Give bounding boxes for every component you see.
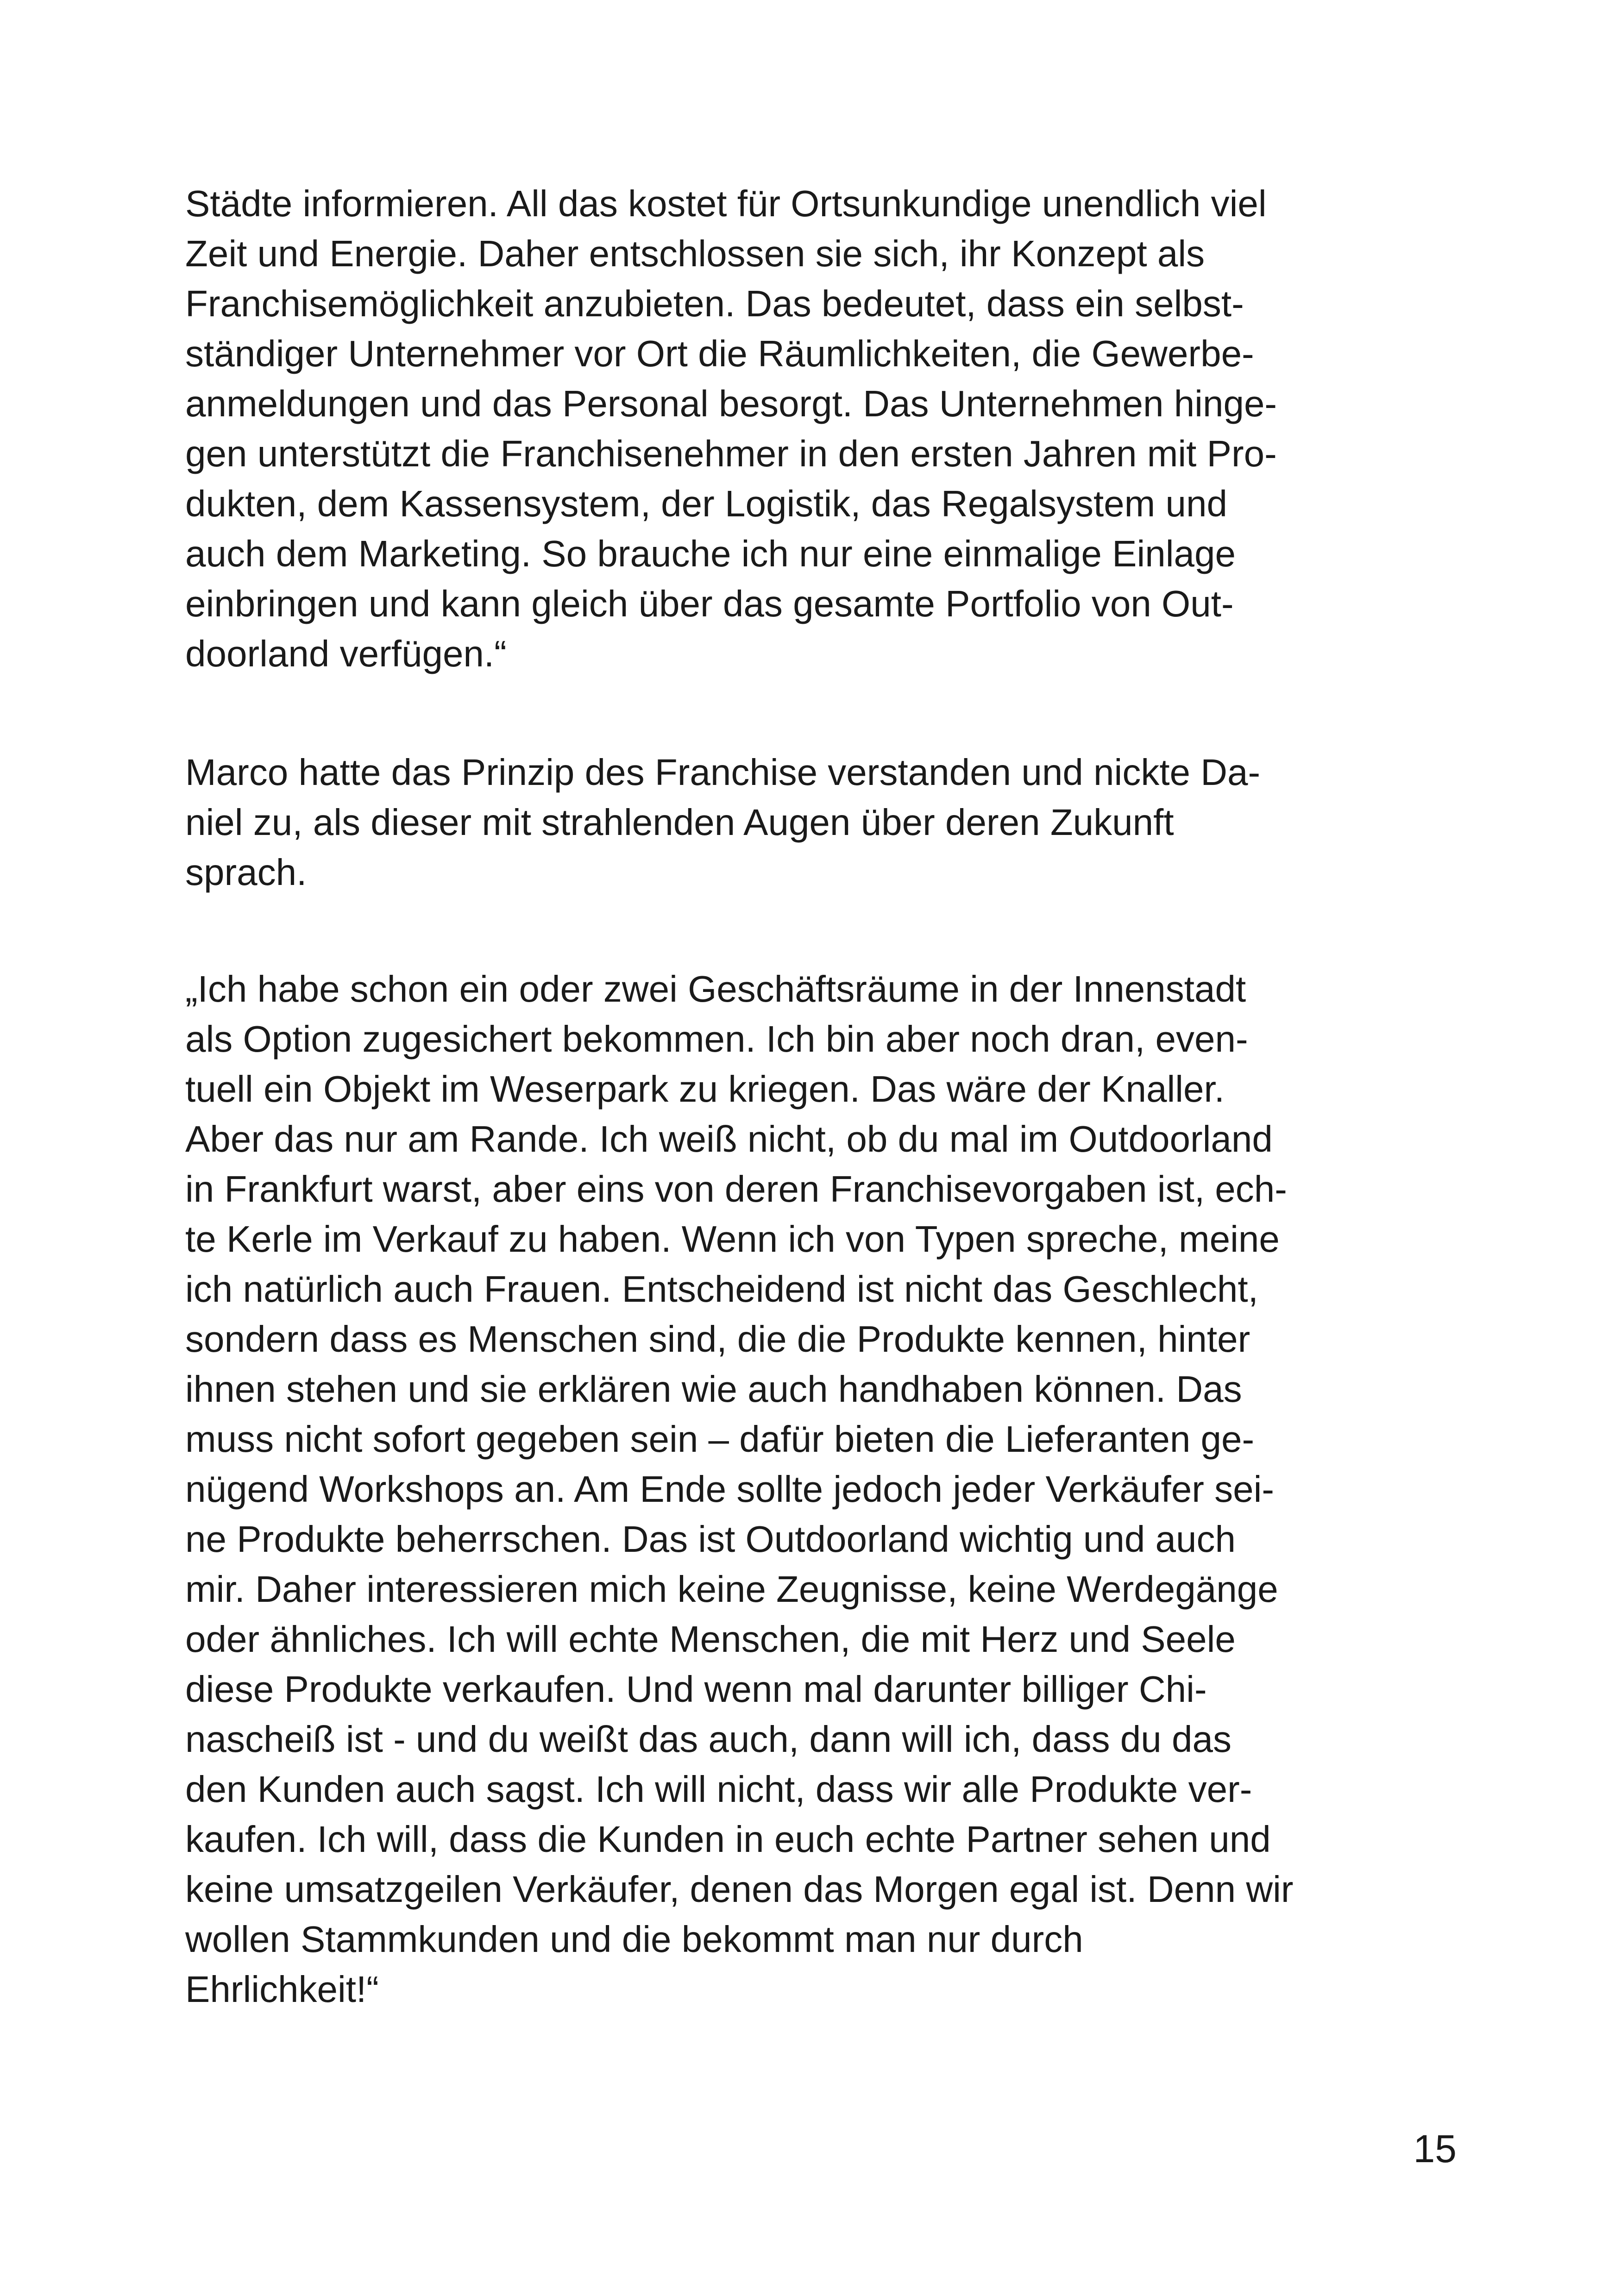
text-line: Ehrlichkeit!“	[185, 1969, 379, 2010]
text-line: den Kunden auch sagst. Ich will nicht, dass wir alle Produkte ver-	[185, 1769, 1252, 1810]
text-line: Städte informieren. All das kostet für Ortsunkundige unendlich viel	[185, 183, 1267, 224]
text-line: Franchisemöglichkeit anzubieten. Das bedeutet, dass ein selbst-	[185, 283, 1244, 324]
text-line: ich natürlich auch Frauen. Entscheidend ist nicht das Geschlecht,	[185, 1268, 1258, 1310]
text-line: Zeit und Energie. Daher entschlossen sie sich, ihr Konzept als	[185, 233, 1205, 274]
paragraph-1	[185, 179, 1459, 679]
text-line: tuell ein Objekt im Weserpark zu kriegen. Das wäre der Knaller.	[185, 1068, 1225, 1110]
text-line: muss nicht sofort gegeben sein – dafür bieten die Lieferanten ge-	[185, 1418, 1255, 1460]
text-line: niel zu, als dieser mit strahlenden Augen über deren Zukunft	[185, 802, 1174, 843]
text-line: te Kerle im Verkauf zu haben. Wenn ich von Typen spreche, meine	[185, 1218, 1280, 1260]
text-line: als Option zugesichert bekommen. Ich bin aber noch dran, even-	[185, 1018, 1248, 1060]
text-line: keine umsatzgeilen Verkäufer, denen das Morgen egal ist. Denn wir	[185, 1869, 1294, 1910]
text-line: ihnen stehen und sie erklären wie auch handhaben können. Das	[185, 1368, 1242, 1410]
text-line: Aber das nur am Rande. Ich weiß nicht, ob du mal im Outdoorland	[185, 1118, 1273, 1160]
text-line: diese Produkte verkaufen. Und wenn mal darunter billiger Chi-	[185, 1669, 1207, 1710]
text-line: gen unterstützt die Franchisenehmer in den ersten Jahren mit Pro-	[185, 433, 1277, 474]
text-line: oder ähnliches. Ich will echte Menschen, die mit Herz und Seele	[185, 1618, 1236, 1660]
text-line: nascheiß ist - und du weißt das auch, dann will ich, dass du das	[185, 1719, 1231, 1760]
text-line: doorland verfügen.“	[185, 633, 507, 674]
text-line: sprach.	[185, 852, 307, 893]
text-line: in Frankfurt warst, aber eins von deren Franchisevorgaben ist, ech-	[185, 1168, 1287, 1210]
text-line: nügend Workshops an. Am Ende sollte jedoch jeder Verkäufer sei-	[185, 1468, 1275, 1510]
text-line: ne Produkte beherrschen. Das ist Outdoorland wichtig und auch	[185, 1518, 1236, 1560]
text-line: kaufen. Ich will, dass die Kunden in euch echte Partner sehen und	[185, 1819, 1271, 1860]
text-line: sondern dass es Menschen sind, die die Produkte kennen, hinter	[185, 1318, 1250, 1360]
text-line: Marco hatte das Prinzip des Franchise verstanden und nickte Da-	[185, 752, 1261, 793]
text-line: auch dem Marketing. So brauche ich nur eine einmalige Einlage	[185, 533, 1236, 574]
text-line: anmeldungen und das Personal besorgt. Das Unternehmen hinge-	[185, 383, 1277, 424]
paragraph-3	[185, 964, 1459, 2014]
paragraph-2	[185, 747, 1459, 897]
text-line: „Ich habe schon ein oder zwei Geschäftsräume in der Innenstadt	[185, 968, 1246, 1010]
text-line: wollen Stammkunden und die bekommt man nur durch	[185, 1919, 1083, 1960]
text-line: ständiger Unternehmer vor Ort die Räumlichkeiten, die Gewerbe-	[185, 333, 1254, 374]
text-line: dukten, dem Kassensystem, der Logistik, das Regalsystem und	[185, 483, 1227, 524]
page-number: 15	[1413, 2127, 1457, 2171]
text-line: einbringen und kann gleich über das gesamte Portfolio von Out-	[185, 583, 1234, 624]
text-line: mir. Daher interessieren mich keine Zeugnisse, keine Werdegänge	[185, 1568, 1278, 1610]
